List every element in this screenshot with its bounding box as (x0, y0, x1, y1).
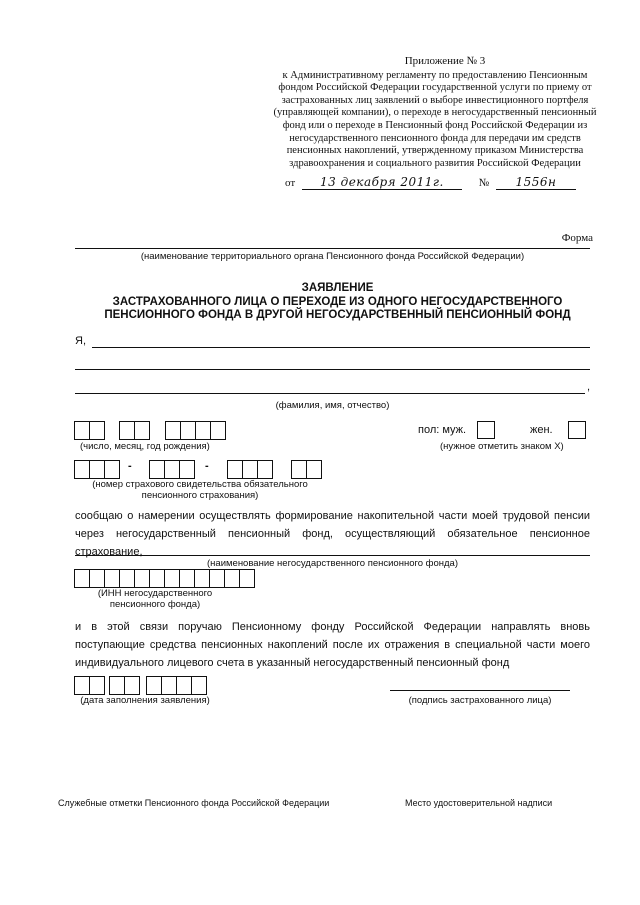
sex-label-male: пол: муж. (418, 424, 467, 436)
digit-box[interactable] (194, 569, 210, 588)
sex-caption: (нужное отметить знаком Х) (440, 441, 564, 452)
digit-box[interactable] (149, 460, 165, 479)
snils-dash: - (128, 460, 132, 472)
sex-label-female: жен. (530, 424, 553, 436)
digit-box[interactable] (89, 460, 105, 479)
digit-box[interactable] (164, 460, 180, 479)
footer-pfr-marks: Служебные отметки Пенсионного фонда Российской Федерации (58, 798, 330, 808)
digit-box[interactable] (191, 676, 207, 695)
heading-line: ЗАСТРАХОВАННОГО ЛИЦА О ПЕРЕХОДЕ ИЗ ОДНОГО НЕГОСУДАРСТВЕННОГО (112, 295, 563, 308)
digit-box[interactable] (164, 569, 180, 588)
territorial-organ-caption: (наименование территориального органа Пенсионного фонда Российской Федерации) (140, 251, 525, 262)
digit-box[interactable] (74, 421, 90, 440)
form-heading (60, 282, 615, 323)
sex-female-box[interactable] (568, 421, 586, 439)
snils-group-2[interactable] (150, 460, 195, 479)
date-prefix: от (285, 177, 296, 189)
fill-month-boxes[interactable] (110, 676, 140, 695)
snils-group-4[interactable] (292, 460, 322, 479)
appendix-line: к Административному регламенту по предоставлению Пенсионным (282, 69, 588, 81)
birth-caption: (число, месяц, год рождения) (80, 441, 210, 452)
form-label: Форма (561, 232, 593, 244)
ya-label: Я, (75, 335, 86, 347)
appendix-line: застрахованных лиц заявлений о выборе инвестиционного портфеля (281, 94, 589, 106)
fio-comma: , (587, 381, 591, 393)
appendix-line: фонд или о переходе в Пенсионный фонд Российской Федерации из (282, 119, 588, 131)
snils-caption-1: (номер страхового свидетельства обязательного (92, 479, 308, 490)
signature-caption: (подпись застрахованного лица) (408, 695, 552, 706)
fio-line-1[interactable] (92, 347, 590, 348)
heading-title: ЗАЯВЛЕНИЕ (301, 282, 374, 294)
fio-line-2[interactable] (75, 369, 590, 370)
number-prefix: № (478, 177, 490, 189)
signature-line[interactable] (390, 690, 570, 691)
digit-box[interactable] (124, 676, 140, 695)
digit-box[interactable] (195, 421, 211, 440)
fill-date-caption: (дата заполнения заявления) (80, 695, 210, 706)
digit-box[interactable] (224, 569, 240, 588)
snils-dash: - (205, 460, 209, 472)
digit-box[interactable] (134, 421, 150, 440)
heading-line: ПЕНСИОННОГО ФОНДА В ДРУГОЙ НЕГОСУДАРСТВЕННЫЙ ПЕНСИОННЫЙ ФОНД (104, 309, 571, 321)
appendix-line: (управляющей компании), о переходе в негосударственный пенсионный (273, 107, 597, 119)
birth-month-boxes[interactable] (120, 421, 150, 440)
digit-box[interactable] (239, 569, 255, 588)
digit-box[interactable] (74, 569, 90, 588)
npf-name-line[interactable] (75, 555, 590, 556)
digit-box[interactable] (89, 421, 105, 440)
npf-name-caption: (наименование негосударственного пенсионного фонда) (207, 558, 458, 569)
intent-paragraph: сообщаю о намерении осуществлять формирование накопительной части моей трудовой пенсии через негосударственный пенсионный фонд, осуществляющий обязательное пенсионное страхование, (75, 510, 590, 558)
digit-box[interactable] (291, 460, 307, 479)
order-date: 13 декабря 2011г. (302, 175, 462, 190)
snils-caption-2: пенсионного страхования) (141, 490, 259, 501)
territorial-organ-line[interactable] (75, 248, 590, 249)
appendix-line: пенсионных накоплений, утвержденному приказом Министерства (286, 145, 584, 157)
sex-male-box[interactable] (477, 421, 495, 439)
snils-group-1[interactable] (75, 460, 120, 479)
digit-box[interactable] (89, 569, 105, 588)
digit-box[interactable] (179, 569, 195, 588)
digit-box[interactable] (104, 569, 120, 588)
fill-day-boxes[interactable] (75, 676, 105, 695)
digit-box[interactable] (161, 676, 177, 695)
appendix-line: фондом Российской Федерации государственной услуги по приему от (278, 82, 592, 94)
digit-box[interactable] (165, 421, 181, 440)
order-date-line (285, 175, 576, 190)
birth-year-boxes[interactable] (166, 421, 226, 440)
digit-box[interactable] (209, 569, 225, 588)
digit-box[interactable] (180, 421, 196, 440)
digit-box[interactable] (149, 569, 165, 588)
digit-box[interactable] (119, 421, 135, 440)
snils-group-3[interactable] (228, 460, 273, 479)
digit-box[interactable] (74, 460, 90, 479)
appendix-line: здравоохранения и социального развития Российской Федерации (289, 157, 581, 169)
digit-box[interactable] (146, 676, 162, 695)
footer-certification-place: Место удостоверительной надписи (405, 798, 553, 808)
appendix-title: Приложение № 3 (404, 55, 486, 67)
fill-year-boxes[interactable] (147, 676, 207, 695)
inn-caption-1: (ИНН негосударственного (97, 588, 213, 599)
inn-caption-2: пенсионного фонда) (109, 599, 201, 610)
birth-day-boxes[interactable] (75, 421, 105, 440)
digit-box[interactable] (257, 460, 273, 479)
digit-box[interactable] (74, 676, 90, 695)
fio-line-3[interactable] (75, 393, 585, 394)
digit-box[interactable] (119, 569, 135, 588)
digit-box[interactable] (109, 676, 125, 695)
digit-box[interactable] (104, 460, 120, 479)
npf-inn-boxes[interactable] (75, 569, 255, 588)
appendix-block (255, 55, 615, 170)
digit-box[interactable] (306, 460, 322, 479)
digit-box[interactable] (134, 569, 150, 588)
digit-box[interactable] (227, 460, 243, 479)
appendix-line: негосударственного пенсионного фонда для передачи им средств (289, 132, 581, 144)
order-number: 1556н (496, 175, 576, 190)
instruction-paragraph: и в этой связи поручаю Пенсионному фонду Российской Федерации направлять вновь поступающие средства пенсионных накоплений после их отражения в специальной части моего индивидуального лицевого счета в указанный негосударственный пенсионный фонд (75, 621, 590, 669)
digit-box[interactable] (89, 676, 105, 695)
digit-box[interactable] (176, 676, 192, 695)
digit-box[interactable] (210, 421, 226, 440)
digit-box[interactable] (179, 460, 195, 479)
digit-box[interactable] (242, 460, 258, 479)
fio-caption: (фамилия, имя, отчество) (275, 400, 390, 411)
